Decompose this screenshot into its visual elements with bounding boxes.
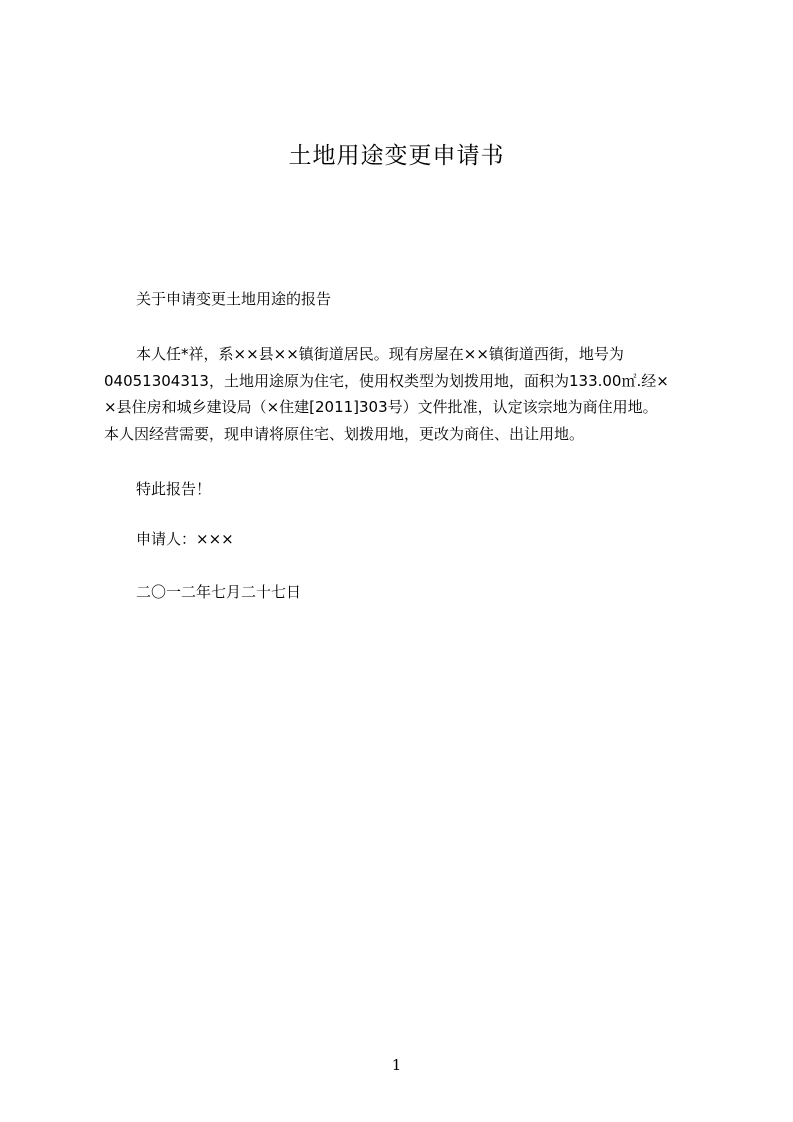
page-number: 1 [391, 1056, 402, 1074]
body-line: 04051304313，土地用途原为住宅，使用权类型为划拨用地，面积为133.00㎡.经× [104, 371, 669, 390]
body-line: 本人因经营需要，现申请将原住宅、划拨用地，更改为商住、出让用地。 [104, 424, 585, 443]
body-line: ×县住房和城乡建设局（×住建[2011]303号）文件批准，认定该宗地为商住用地。 [104, 398, 658, 416]
report-subtitle: 关于申请变更土地用途的报告 [136, 290, 332, 308]
body-line: 本人任*祥，系××县××镇街道居民。现有房屋在××镇街道西街，地号为 [136, 345, 624, 363]
closing-remark: 特此报告！ [136, 480, 212, 498]
date-line: 二〇一二年七月二十七日 [136, 583, 302, 601]
applicant-line: 申请人：××× [136, 530, 234, 548]
body-paragraph [104, 341, 704, 447]
document-title: 土地用途变更申请书 [288, 143, 505, 169]
